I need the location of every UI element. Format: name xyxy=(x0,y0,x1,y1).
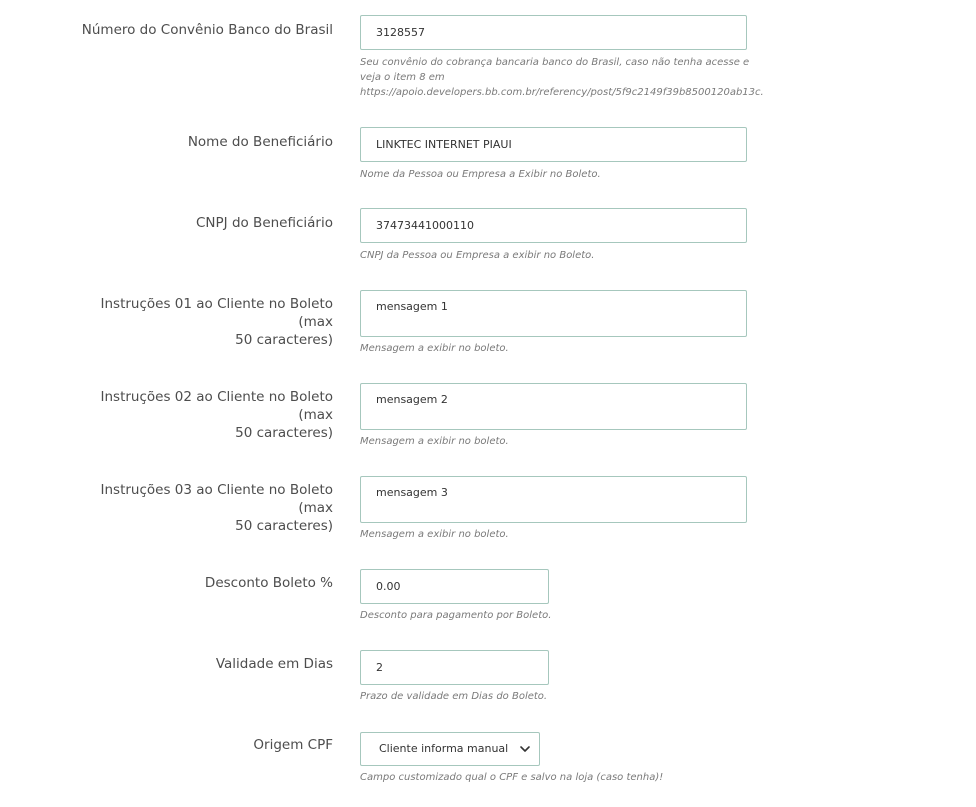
cnpj-label: CNPJ do Beneficiário xyxy=(196,215,333,231)
validade-help: Prazo de validade em Dias do Boleto. xyxy=(360,691,548,702)
origem-cpf-help: Campo customizado qual o CPF e salvo na loja (caso tenha)! xyxy=(360,772,664,783)
origem-cpf-selected-value: Cliente informa manual xyxy=(379,742,509,755)
instrucoes-02-textarea[interactable] xyxy=(360,383,747,430)
instrucoes-02-help: Mensagem a exibir no boleto. xyxy=(360,436,509,447)
validade-label: Validade em Dias xyxy=(215,656,333,672)
convenio-help: Seu convênio do cobrança bancaria banco do Brasil, caso não tenha acesse e veja o item 8 em https://apoio.developers.bb.com.br/referency/post/5f9c2149f39b8500120ab13c. xyxy=(360,57,764,98)
cnpj-input[interactable] xyxy=(360,208,747,243)
convenio-label: Número do Convênio Banco do Brasil xyxy=(81,22,333,38)
desconto-input[interactable] xyxy=(360,569,549,604)
instrucoes-01-textarea[interactable] xyxy=(360,290,747,337)
validade-input[interactable] xyxy=(360,650,549,685)
instrucoes-01-label: Instruções 01 ao Cliente no Boleto (max 50 caracteres) xyxy=(100,296,333,348)
instrucoes-03-textarea[interactable] xyxy=(360,476,747,523)
instrucoes-03-label: Instruções 03 ao Cliente no Boleto (max 50 caracteres) xyxy=(100,482,333,534)
beneficiario-name-label: Nome do Beneficiário xyxy=(187,134,333,150)
instrucoes-02-label: Instruções 02 ao Cliente no Boleto (max 50 caracteres) xyxy=(100,389,333,441)
convenio-input[interactable] xyxy=(360,15,747,50)
beneficiario-name-help: Nome da Pessoa ou Empresa a Exibir no Boleto. xyxy=(360,169,601,180)
desconto-label: Desconto Boleto % xyxy=(204,575,333,591)
origem-cpf-label: Origem CPF xyxy=(253,737,333,753)
desconto-help: Desconto para pagamento por Boleto. xyxy=(360,610,552,621)
chevron-down-icon xyxy=(519,743,531,755)
cnpj-help: CNPJ da Pessoa ou Empresa a exibir no Boleto. xyxy=(360,250,595,261)
origem-cpf-select[interactable] xyxy=(360,732,540,766)
instrucoes-01-help: Mensagem a exibir no boleto. xyxy=(360,343,509,354)
beneficiario-name-input[interactable] xyxy=(360,127,747,162)
instrucoes-03-help: Mensagem a exibir no boleto. xyxy=(360,529,509,540)
